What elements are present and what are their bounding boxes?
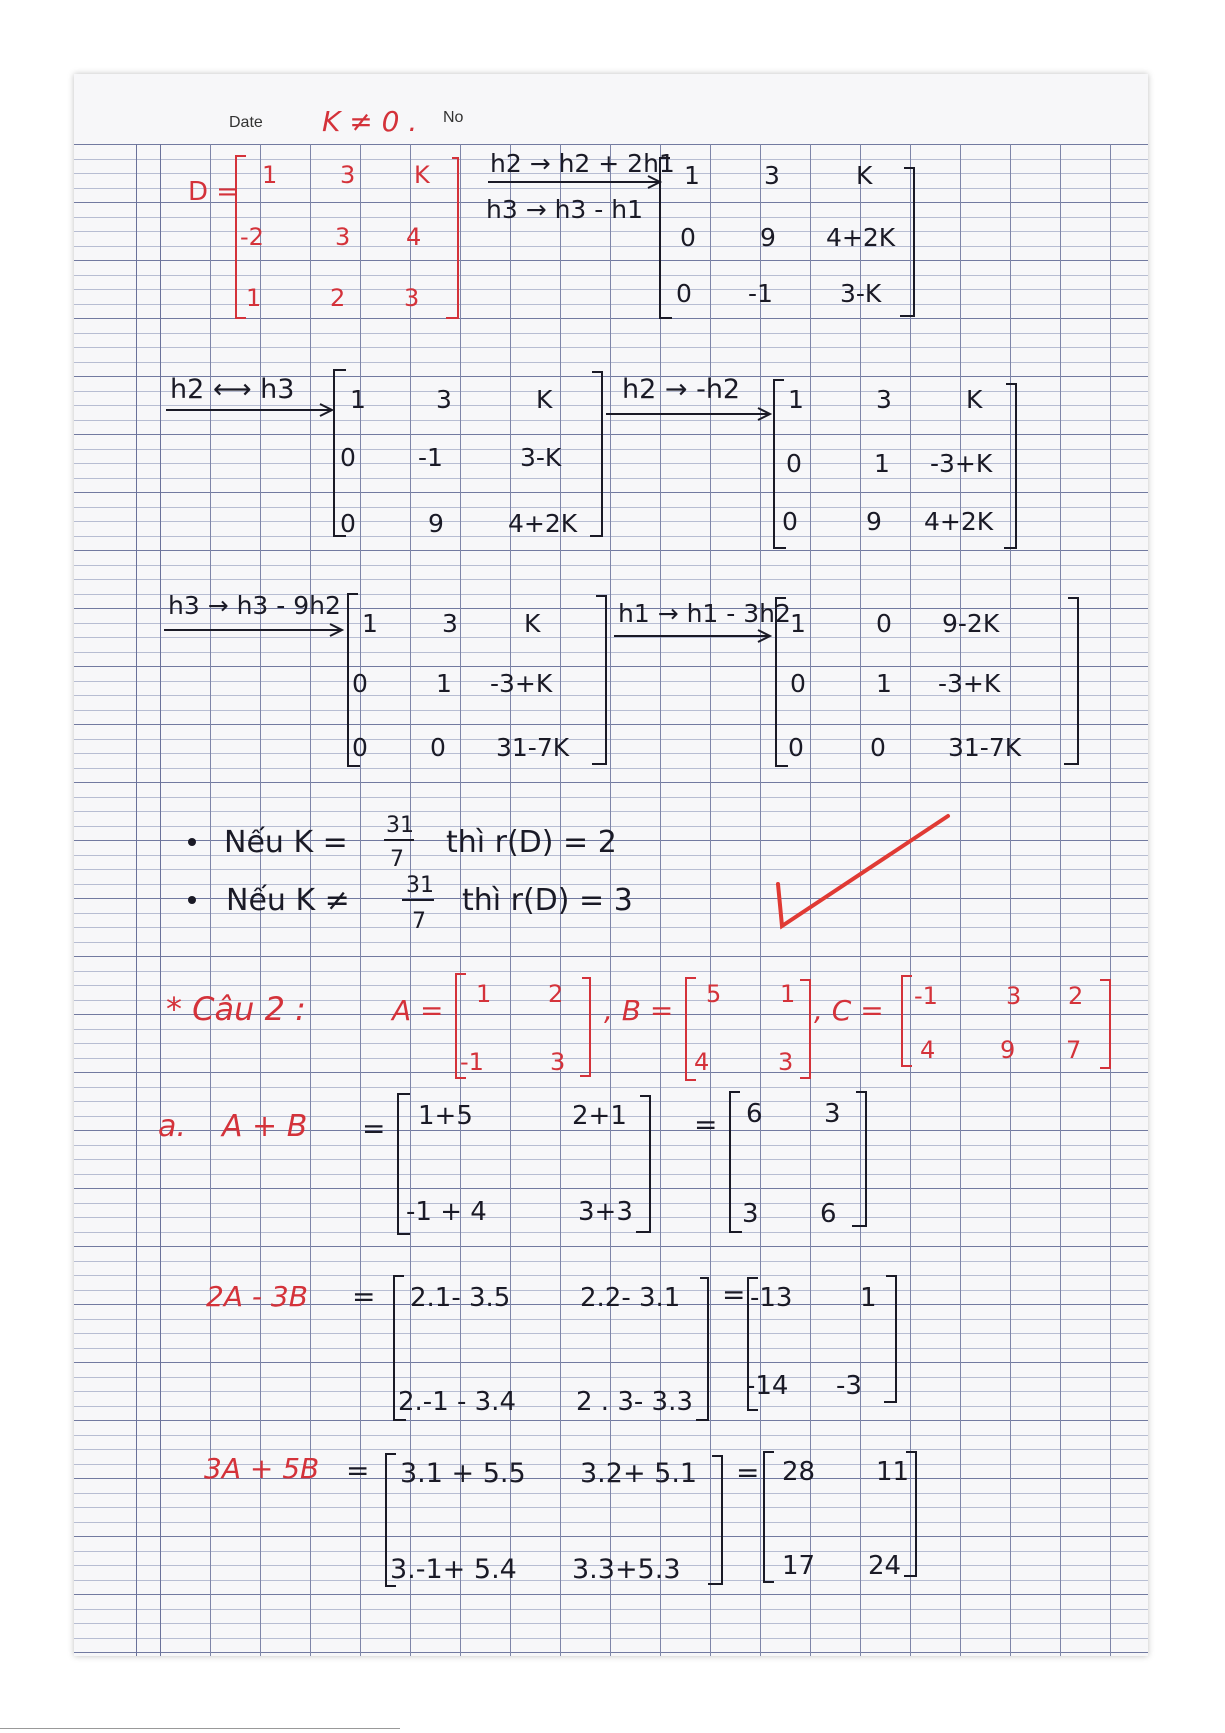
matrix-cell: 0 <box>680 223 696 252</box>
matrix-cell: 4+2K <box>924 507 994 536</box>
conclusion-prefix: Nếu K = <box>224 825 348 860</box>
matrix-step3 <box>774 380 1016 548</box>
matrix-cell: -1 <box>418 443 443 472</box>
bracket-left <box>902 976 912 1066</box>
row-op-2 <box>166 374 332 416</box>
matrix-cell: 3 <box>876 385 892 414</box>
matrix-cell: 4 <box>920 1036 936 1064</box>
row-op-1 <box>486 149 675 224</box>
matrix-cell: 0 <box>340 443 356 472</box>
part-a-label: a. <box>158 1109 186 1144</box>
matrix-cell: 1 <box>874 449 890 478</box>
matrix-cell: 2 <box>548 980 564 1008</box>
fraction-numerator: 31 <box>406 873 434 898</box>
part2-header <box>166 974 1110 1080</box>
matrix-cell: 0 <box>782 507 798 536</box>
bracket-right <box>580 978 590 1076</box>
bracket-right <box>708 1456 722 1584</box>
matrix-cell: 4+2K <box>508 509 578 538</box>
matrix-cell: K <box>536 385 553 414</box>
matrix-cell: 2 <box>330 284 346 312</box>
matrix-cell: 0 <box>352 669 368 698</box>
matrix-cell: -3 <box>836 1371 862 1401</box>
row-op-4 <box>164 591 342 636</box>
matrix-cell: -1 <box>748 279 773 308</box>
matrix-cell: -3+K <box>490 669 553 698</box>
matrix-cell: 1 <box>350 385 366 414</box>
bracket-right <box>852 1092 866 1226</box>
matrix-cell: 0 <box>788 733 804 762</box>
matrix-cell: -2 <box>240 223 264 251</box>
matrix-cell: 3 <box>778 1048 794 1076</box>
matrix-A-label: A = <box>392 994 444 1027</box>
matrix-cell: K <box>414 161 430 189</box>
matrix-cell: 0 <box>876 609 892 638</box>
row-op-3 <box>606 374 770 420</box>
conclusion-prefix: Nếu K ≠ <box>226 883 350 918</box>
matrix-cell: 9-2K <box>942 609 1000 638</box>
matrix-cell: 0 <box>870 733 886 762</box>
matrix-cell: K <box>966 385 983 414</box>
matrix-cell: 0 <box>790 669 806 698</box>
matrix-cell: 4 <box>694 1048 710 1076</box>
matrix-cell: 3 <box>1006 982 1022 1010</box>
matrix-cell: -3+K <box>938 669 1001 698</box>
matrix-cell: 2 <box>1068 982 1084 1010</box>
matrix-cell: 2.-1 - 3.4 <box>398 1387 516 1417</box>
row-op-label: h3 → h3 - 9h2 <box>168 591 341 620</box>
matrix-cell: 3 <box>742 1199 759 1229</box>
bracket-right <box>800 980 810 1078</box>
matrix-cell: 4 <box>406 223 422 251</box>
matrix-cell: 3 <box>764 161 780 190</box>
matrix-step2 <box>334 370 602 538</box>
conclusion-2 <box>188 873 633 934</box>
bracket-right <box>1004 384 1016 548</box>
matrix-cell: 1 <box>790 609 806 638</box>
matrix-D-name: D = <box>188 177 239 207</box>
matrix-cell: 1 <box>362 609 378 638</box>
matrix-cell: 3 <box>404 284 420 312</box>
matrix-cell: K <box>524 609 541 638</box>
difference-block <box>206 1276 896 1420</box>
lhs-label: A + B <box>222 1109 308 1144</box>
matrix-cell: -1 <box>460 1048 484 1076</box>
condition-note: K ≠ 0 . <box>322 105 418 138</box>
bracket-right <box>592 596 606 764</box>
equals-sign: = <box>352 1280 376 1313</box>
matrix-cell: 31-7K <box>496 733 570 762</box>
bracket-right <box>636 1096 650 1232</box>
matrix-cell: 0 <box>352 733 368 762</box>
matrix-cell: 3.3+5.3 <box>572 1554 681 1585</box>
equals-sign: = <box>722 1278 746 1311</box>
bracket-right <box>446 158 458 318</box>
matrix-cell: 9 <box>428 509 444 538</box>
matrix-B-label: , B = <box>604 994 674 1027</box>
fraction-denominator: 7 <box>412 909 426 934</box>
matrix-cell: 1+5 <box>418 1101 473 1131</box>
matrix-cell: -3+K <box>930 449 993 478</box>
matrix-cell: 1 <box>860 1283 877 1313</box>
conclusion-1 <box>188 813 617 872</box>
row-op-label: h2 → -h2 <box>622 374 741 405</box>
matrix-cell: 0 <box>786 449 802 478</box>
matrix-step5 <box>776 598 1078 766</box>
matrix-cell: 1 <box>876 669 892 698</box>
matrix-cell: 17 <box>782 1551 816 1581</box>
bracket-right <box>696 1278 708 1420</box>
bracket-right <box>1100 980 1110 1068</box>
matrix-C-label: , C = <box>814 994 884 1027</box>
matrix-cell: 7 <box>1066 1036 1082 1064</box>
conclusion-suffix: thì r(D) = 3 <box>462 883 633 918</box>
matrix-cell: 1 <box>476 980 492 1008</box>
sum-block <box>158 1092 866 1234</box>
bracket-right <box>900 168 914 316</box>
matrix-cell: 6 <box>746 1099 763 1129</box>
bracket-right <box>590 372 602 536</box>
bracket-right <box>1064 598 1078 764</box>
matrix-cell: 2+1 <box>572 1101 627 1131</box>
row-op-label: h3 → h3 - h1 <box>486 195 644 224</box>
equals-sign: = <box>694 1108 718 1141</box>
date-label: Date <box>229 114 263 131</box>
matrix-step4 <box>348 594 606 766</box>
equals-sign: = <box>736 1456 760 1489</box>
check-mark-icon <box>778 816 948 926</box>
matrix-cell: 1 <box>436 669 452 698</box>
bullet-icon <box>188 838 196 846</box>
matrix-cell: -1 + 4 <box>406 1197 487 1227</box>
matrix-cell: 9 <box>760 223 776 252</box>
matrix-cell: 6 <box>820 1199 837 1229</box>
row-op-label: h1 → h1 - 3h2 <box>618 599 791 628</box>
matrix-cell: -1 <box>914 982 938 1010</box>
matrix-cell: 9 <box>866 507 882 536</box>
matrix-step1 <box>660 158 914 318</box>
row-op-label: h2 ⟷ h3 <box>170 374 295 405</box>
matrix-cell: 3 <box>824 1099 841 1129</box>
matrix-cell: -14 <box>746 1371 789 1401</box>
matrix-cell: 0 <box>340 509 356 538</box>
matrix-cell: 2.2- 3.1 <box>580 1283 681 1313</box>
bracket-left <box>730 1092 742 1232</box>
matrix-cell: 3.1 + 5.5 <box>400 1458 526 1489</box>
matrix-cell: 4+2K <box>826 223 896 252</box>
matrix-cell: 3-K <box>840 279 882 308</box>
lhs-label: 2A - 3B <box>206 1280 308 1313</box>
bracket-right <box>884 1276 896 1402</box>
no-label: No <box>443 109 464 126</box>
row-op-5 <box>614 599 791 642</box>
equals-sign: = <box>362 1112 386 1145</box>
matrix-cell: 24 <box>868 1551 902 1581</box>
matrix-cell: 28 <box>782 1457 816 1487</box>
matrix-cell: 1 <box>788 385 804 414</box>
matrix-D-block <box>188 156 458 318</box>
matrix-cell: -13 <box>750 1283 793 1313</box>
matrix-cell: 11 <box>876 1457 910 1487</box>
matrix-cell: 3 <box>335 223 351 251</box>
lhs-label: 3A + 5B <box>204 1452 320 1485</box>
matrix-cell: 1 <box>684 161 700 190</box>
matrix-cell: 2 . 3- 3.3 <box>576 1387 693 1417</box>
question-title: * Câu 2 : <box>166 990 306 1028</box>
matrix-cell: 1 <box>246 284 262 312</box>
conclusion-suffix: thì r(D) = 2 <box>446 825 617 860</box>
matrix-cell: 3 <box>550 1048 566 1076</box>
fraction-numerator: 31 <box>386 813 414 838</box>
matrix-cell: 3 <box>436 385 452 414</box>
row-op-label: h2 → h2 + 2h1 <box>490 149 675 178</box>
matrix-cell: 3 <box>340 161 356 189</box>
matrix-cell: 0 <box>430 733 446 762</box>
matrix-cell: 3+3 <box>578 1197 633 1227</box>
equals-sign: = <box>346 1454 370 1487</box>
bracket-left <box>764 1452 774 1582</box>
matrix-cell: 3-K <box>520 443 562 472</box>
matrix-cell: 2.1- 3.5 <box>410 1283 511 1313</box>
matrix-cell: 3 <box>442 609 458 638</box>
matrix-cell: 1 <box>780 980 796 1008</box>
combination-block <box>204 1452 916 1586</box>
bullet-icon <box>188 896 196 904</box>
matrix-cell: 0 <box>676 279 692 308</box>
matrix-cell: 3.2+ 5.1 <box>580 1458 698 1489</box>
fraction-denominator: 7 <box>390 847 404 872</box>
matrix-cell: 5 <box>706 980 722 1008</box>
matrix-cell: 1 <box>262 161 278 189</box>
matrix-cell: 9 <box>1000 1036 1016 1064</box>
matrix-cell: 3.-1+ 5.4 <box>390 1554 517 1585</box>
matrix-cell: K <box>856 161 873 190</box>
matrix-cell: 31-7K <box>948 733 1022 762</box>
